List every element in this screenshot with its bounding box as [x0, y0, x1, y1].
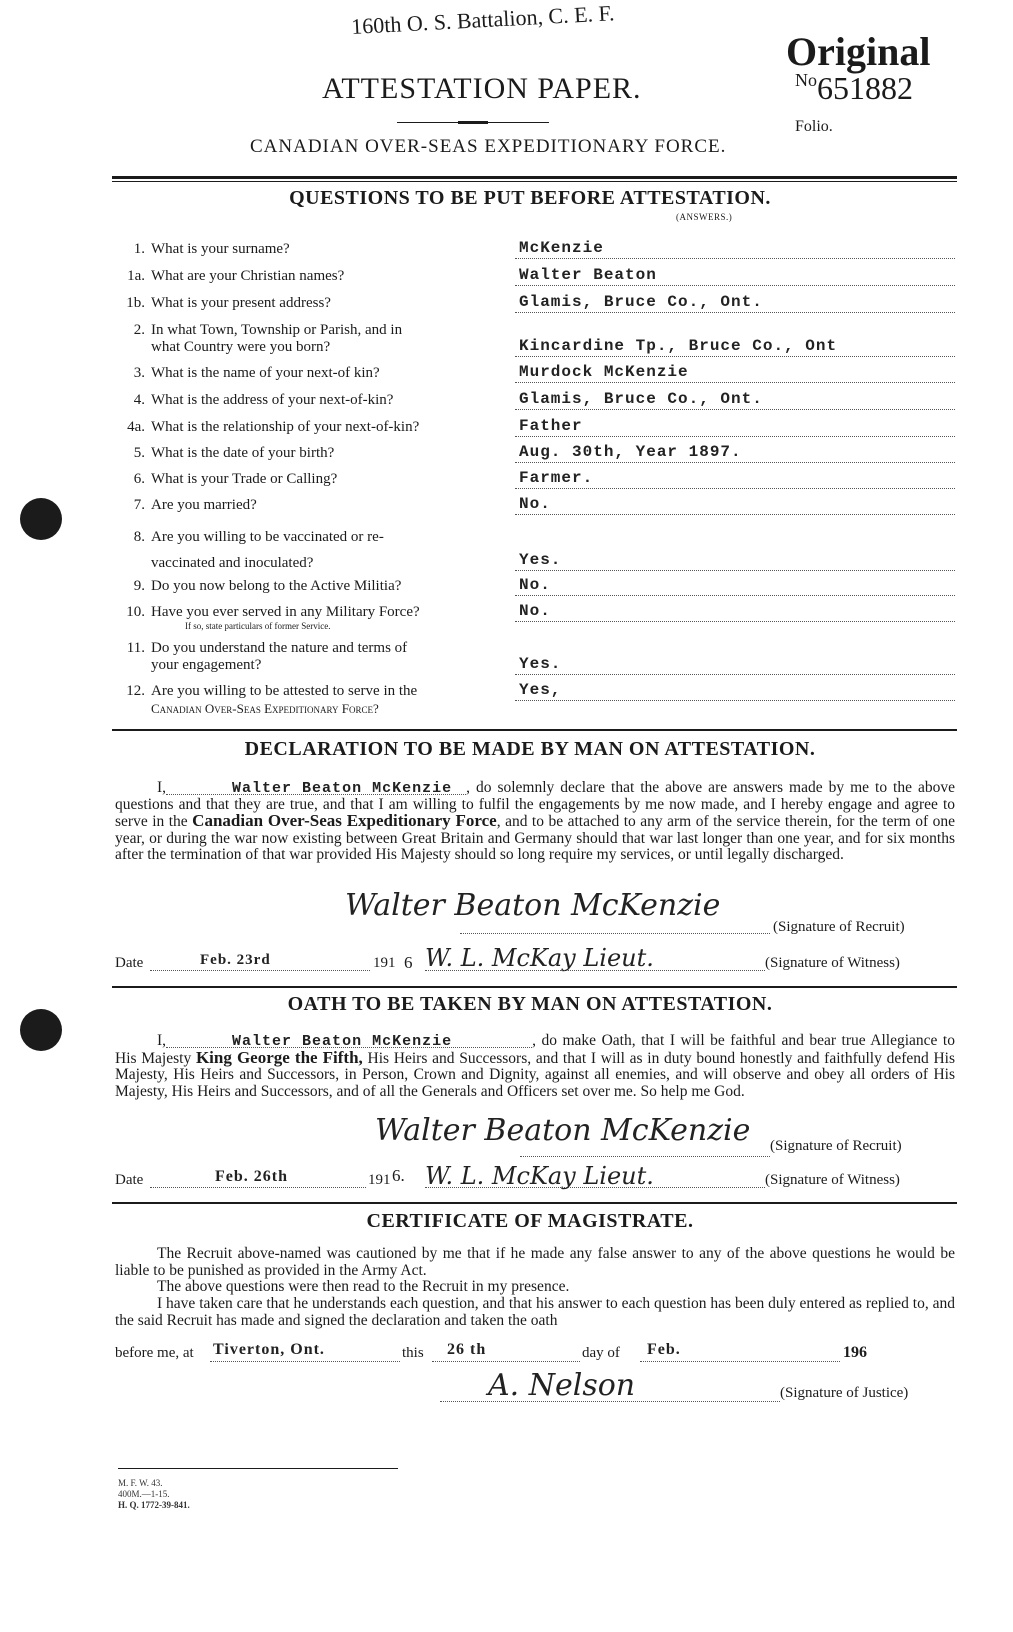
declaration-year-suffix[interactable]: 6	[404, 953, 413, 972]
question-6: 6. What is your Trade or Calling?	[133, 471, 338, 487]
question-9: 9. Do you now belong to the Active Militia?	[133, 578, 402, 594]
punch-hole-top	[20, 498, 62, 540]
question-1: 1. What is your surname?	[133, 241, 290, 257]
question-10-note: If so, state particulars of former Service.	[185, 621, 331, 631]
this-label: this	[402, 1345, 424, 1361]
question-1b: 1b. What is your present address?	[126, 295, 331, 311]
answer-present-address[interactable]: Glamis, Bruce Co., Ont.	[515, 294, 955, 313]
justice-signature-line	[440, 1400, 780, 1402]
declaration-name[interactable]: Walter Beaton McKenzie	[232, 780, 453, 797]
document-number	[795, 70, 913, 107]
footer-rule	[118, 1468, 398, 1469]
magistrate-heading: CERTIFICATE OF MAGISTRATE.	[366, 1210, 694, 1232]
question-4: 4. What is the address of your next-of-kin?	[133, 392, 394, 408]
answer-relationship[interactable]: Father	[515, 418, 955, 437]
magistrate-para-3: I have taken care that he understands each question, and that his answer to each question has been duly entered as replied to, and the said Recruit has made and signed the declaration and taken the oath	[115, 1295, 955, 1329]
answer-married[interactable]: No.	[515, 496, 955, 515]
oath-recruit-signature-line	[520, 1155, 770, 1157]
folio-label: Folio.	[795, 118, 833, 135]
declaration-date-value[interactable]: Feb. 23rd	[200, 952, 271, 968]
punch-hole-bottom	[20, 1009, 62, 1051]
before-me-label: before me, at	[115, 1345, 194, 1361]
oath-witness-line	[425, 1186, 765, 1188]
declaration-witness-line	[425, 969, 765, 971]
magistrate-para-1: The Recruit above-named was cautioned by me that if he made any false answer to any of the above questions he would be liable to be punished as provided in the Army Act.	[115, 1245, 955, 1279]
page-subtitle: CANADIAN OVER-SEAS EXPEDITIONARY FORCE.	[250, 136, 727, 157]
question-4a: 4a. What is the relationship of your next-of-kin?	[127, 419, 420, 435]
form-code-1: M. F. W. 43.	[118, 1478, 163, 1488]
day-line	[432, 1360, 580, 1362]
oath-recruit-signature[interactable]: Walter Beaton McKenzie	[375, 1113, 751, 1148]
justice-signature[interactable]: A. Nelson	[488, 1368, 636, 1403]
form-code-3: H. Q. 1772-39-841.	[118, 1500, 190, 1510]
question-10: 10. Have you ever served in any Military Force? If so, state particulars of former Service.	[115, 604, 515, 631]
page-title: ATTESTATION PAPER.	[322, 72, 642, 105]
month-line	[640, 1360, 840, 1362]
justice-signature-label: (Signature of Justice)	[780, 1385, 909, 1401]
place-line	[210, 1360, 400, 1362]
question-11: 11. Do you understand the nature and terms of your engagement?	[126, 640, 408, 673]
header-rule-bottom	[112, 181, 957, 182]
declaration-recruit-signature[interactable]: Walter Beaton McKenzie	[345, 888, 721, 923]
declaration-text: I, Walter Beaton McKenzie , do solemnly declare that the above are answers made by me to the above questions and that they are true, and that I am willing to fulfil the engagements by me now made, and I hereby engage and agree to serve in the Canadian Over-Seas Expeditionary Force, and to be attached to any arm of the service therein, for the term of one year, or during the war now existing between Great Britain and Germany should that war last longer than one year, and for six months after the termination of that war provided His Majesty should so long require my services, or until legally discharged.	[115, 779, 955, 863]
declaration-witness-signature[interactable]: W. L. McKay Lieut.	[425, 944, 654, 972]
oath-name[interactable]: Walter Beaton McKenzie	[232, 1033, 453, 1050]
question-7: 7. Are you married?	[133, 497, 257, 513]
question-1a: 1a. What are your Christian names?	[127, 268, 345, 284]
magistrate-para-2: The above questions were then read to the Recruit in my presence.	[157, 1278, 570, 1295]
oath-date-label: Date	[115, 1172, 144, 1188]
magistrate-month[interactable]: Feb.	[647, 1341, 681, 1358]
original-label: Original	[786, 29, 931, 74]
question-2: 2. In what Town, Township or Parish, and in what Country were you born?	[133, 322, 403, 355]
declaration-year-prefix: 191	[373, 955, 396, 971]
declaration-date-label: Date	[115, 955, 144, 971]
question-3: 3. What is the name of your next-of kin?	[133, 365, 380, 381]
oath-date-line	[150, 1186, 366, 1188]
answer-date-of-birth[interactable]: Aug. 30th, Year 1897.	[515, 444, 955, 463]
day-of-label: day of	[582, 1345, 620, 1361]
divider-magistrate	[112, 1202, 957, 1204]
answer-active-militia[interactable]: No.	[515, 577, 955, 596]
oath-heading: OATH TO BE TAKEN BY MAN ON ATTESTATION.	[287, 993, 773, 1015]
answer-next-of-kin-address[interactable]: Glamis, Bruce Co., Ont.	[515, 391, 955, 410]
answer-christian-names[interactable]: Walter Beaton	[515, 267, 955, 286]
answer-willing-to-serve[interactable]: Yes,	[515, 682, 955, 701]
form-codes	[118, 1478, 190, 1511]
oath-witness-signature[interactable]: W. L. McKay Lieut.	[425, 1162, 654, 1190]
oath-recruit-signature-label: (Signature of Recruit)	[770, 1138, 902, 1154]
battalion-stamp: 160th O. S. Battalion, C. E. F.	[350, 0, 616, 40]
oath-year-suffix[interactable]: 6.	[392, 1166, 405, 1185]
number-prefix: No	[795, 70, 817, 90]
answer-understand-terms[interactable]: Yes.	[515, 656, 955, 675]
title-underline-thick	[458, 121, 488, 124]
answers-label: (ANSWERS.)	[676, 212, 733, 222]
questions-heading: QUESTIONS TO BE PUT BEFORE ATTESTATION.	[289, 187, 771, 209]
declaration-date-line	[150, 969, 370, 971]
header-rule-top	[112, 176, 957, 179]
divider-oath	[112, 986, 957, 988]
answer-surname[interactable]: McKenzie	[515, 240, 955, 259]
number-value: 651882	[817, 70, 913, 106]
divider-declaration	[112, 729, 957, 731]
question-8: 8. Are you willing to be vaccinated or re- vaccinated and inoculated?	[133, 529, 384, 571]
declaration-witness-label: (Signature of Witness)	[765, 955, 900, 971]
answer-vaccinated[interactable]: Yes.	[515, 552, 955, 571]
answer-birthplace[interactable]: Kincardine Tp., Bruce Co., Ont	[515, 338, 955, 357]
answer-military-service[interactable]: No.	[515, 603, 955, 622]
magistrate-day[interactable]: 26 th	[447, 1341, 487, 1358]
answer-trade[interactable]: Farmer.	[515, 470, 955, 489]
oath-year-prefix: 191	[368, 1172, 391, 1188]
oath-text: I, Walter Beaton McKenzie , do make Oath, that I will be faithful and bear true Allegiance to His Majesty King George the Fifth, His Heirs and Successors, and that I will as in duty bound honestly and faithfully defend His Majesty, His Heirs and Successors, in Person, Crown and Dignity, against all enemies, and will observe and obey all orders of His Majesty, His Heirs and Successors, and of all the Generals and Officers set over me. So help me God.	[115, 1032, 956, 1100]
question-5: 5. What is the date of your birth?	[133, 445, 335, 461]
magistrate-year[interactable]: 196	[843, 1344, 867, 1361]
declaration-heading: DECLARATION TO BE MADE BY MAN ON ATTESTATION.	[244, 738, 816, 760]
question-12: 12. Are you willing to be attested to serve in the Canadian Over-Seas Expeditionary Force?	[126, 683, 418, 716]
answer-next-of-kin-name[interactable]: Murdock McKenzie	[515, 364, 955, 383]
declaration-recruit-signature-label: (Signature of Recruit)	[773, 919, 905, 935]
declaration-recruit-signature-line	[460, 932, 770, 934]
form-code-2: 400M.—1-15.	[118, 1489, 170, 1499]
magistrate-place[interactable]: Tiverton, Ont.	[213, 1341, 325, 1358]
oath-date-value[interactable]: Feb. 26th	[215, 1168, 288, 1185]
oath-witness-label: (Signature of Witness)	[765, 1172, 900, 1188]
